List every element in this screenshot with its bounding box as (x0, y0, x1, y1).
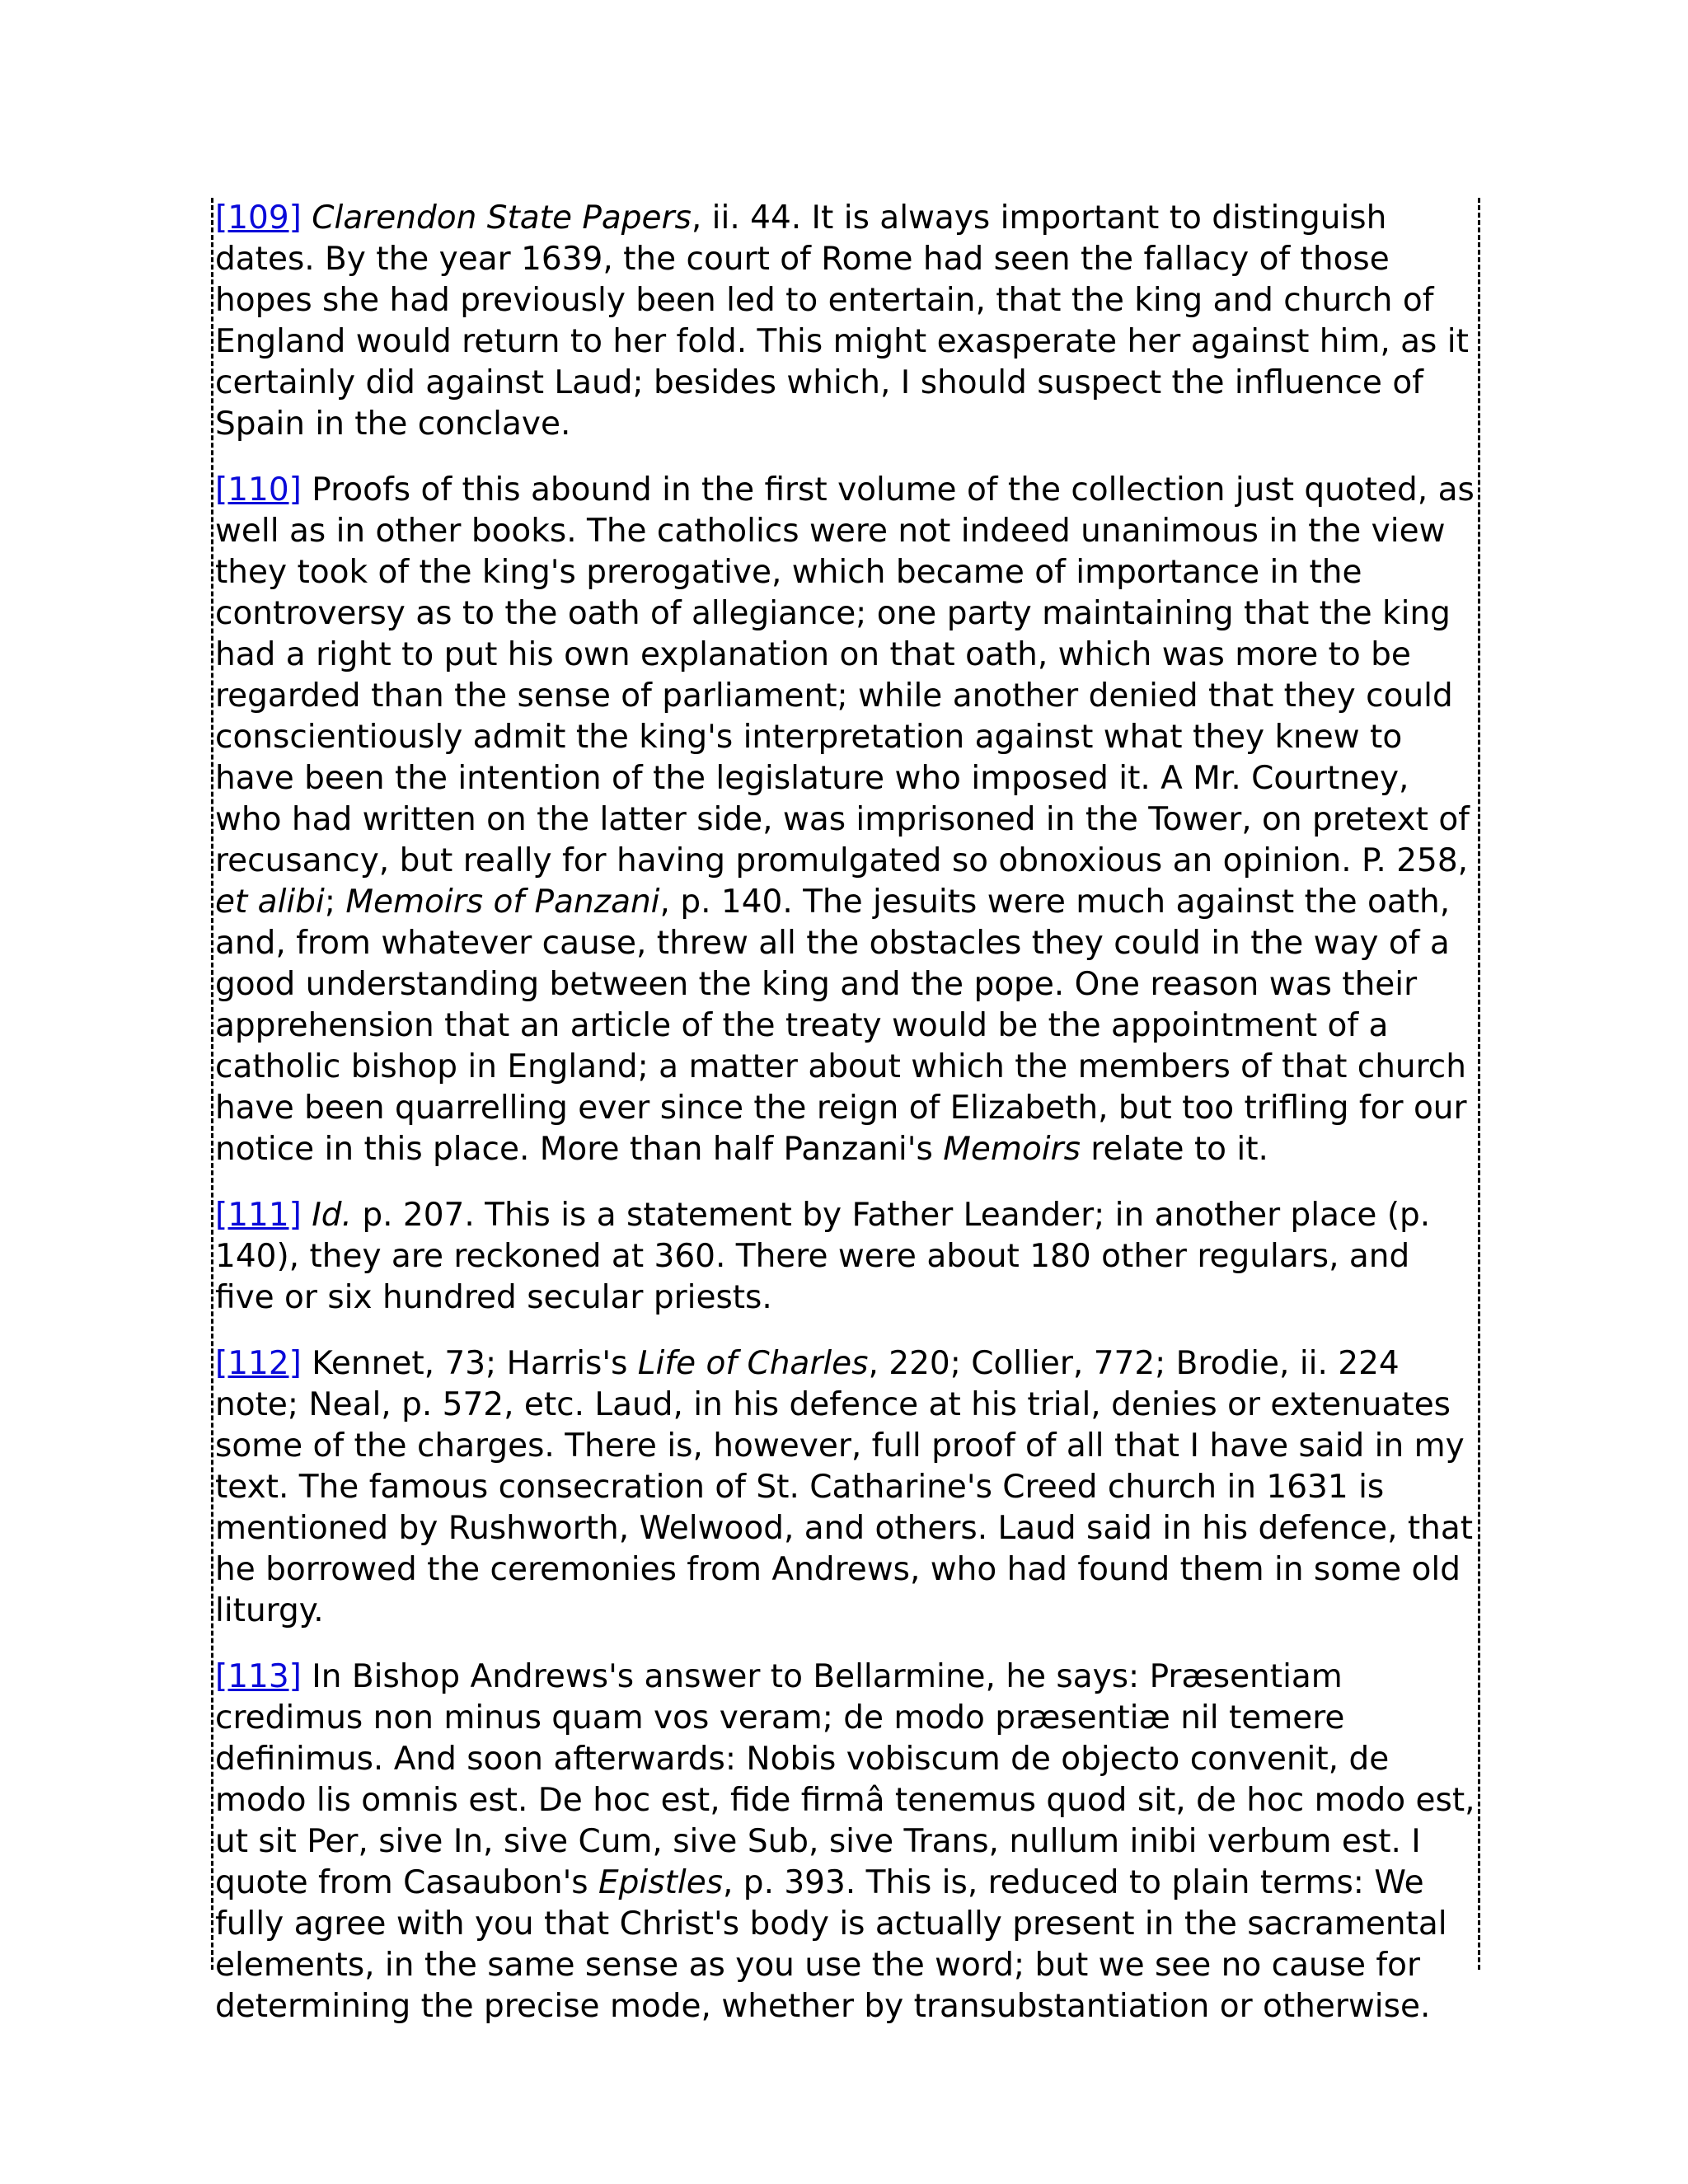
footnote-text: , 220; Collier, 772; Brodie, ii. 224 note; Neal, p. 572, etc. Laud, in his defence at his trial, denies or extenuates some of the charges. There is, however, full proof of all that I have said in my text. The famous consecration of St. Catharine's Creed church in 1631 is mentioned by Rushworth, Welwood, and others. Laud said in his defence, that he borrowed the ceremonies from Andrews, who had found them in some old liturgy. (215, 1345, 1474, 1629)
italic-citation: Id. (312, 1197, 352, 1234)
footnote-110 (215, 470, 1476, 1170)
footnote-text: p. 207. This is a statement by Father Leander; in another place (p. 140), they are reckoned at 360. There were about 180 other regulars, and five or six hundred secular priests. (215, 1197, 1431, 1316)
footnote-113 (215, 1657, 1476, 2027)
footnote-109 (215, 198, 1476, 445)
italic-citation: Memoirs (943, 1131, 1081, 1168)
footnote-text: Proofs of this abound in the first volume of the collection just quoted, as well as in other books. The catholics were not indeed unanimous in the view they took of the king's prerogative, which became of importance in the controversy as to the oath of allegiance; one party maintaining that the king had a right to put his own explanation on that oath, which was more to be regarded than the sense of parliament; while another denied that they could conscientiously admit the king's interpretation against what they knew to have been the intention of the legislature who imposed it. A Mr. Courtney, who had written on the latter side, was imprisoned in the Tower, on pretext of recusancy, but really for having promulgated so obnoxious an opinion. P. 258, (215, 471, 1475, 879)
footnote-text: ; (324, 883, 346, 921)
footnote-111 (215, 1195, 1476, 1319)
footnote-112 (215, 1343, 1476, 1632)
italic-citation: Life of Charles (637, 1345, 869, 1382)
italic-citation: Memoirs of Panzani (345, 883, 660, 921)
footnote-anchor-link[interactable]: [109] (215, 199, 302, 237)
footnote-anchor-link[interactable]: [112] (215, 1345, 302, 1382)
footnote-text: , ii. 44. It is always important to distinguish dates. By the year 1639, the court of Rome had seen the fallacy of those hopes she had previously been led to entertain, that the king and church of England would return to her fold. This might exasperate her against him, as it certainly did against Laud; besides which, I should suspect the influence of Spain in the conclave. (215, 199, 1469, 443)
footnote-text: relate to it. (1080, 1131, 1268, 1168)
footnote-text: , p. 140. The jesuits were much against the oath, and, from whatever cause, threw all the obstacles they could in the way of a good understanding between the king and the pope. One reason was their apprehension that an article of the treaty would be the appointment of a catholic bishop in England; a matter about which the members of that church have been quarrelling ever since the reign of Elizabeth, but too trifling for our notice in this place. More than half Panzani's (215, 883, 1467, 1168)
footnote-anchor-link[interactable]: [111] (215, 1197, 302, 1234)
italic-citation: Epistles (598, 1864, 724, 1901)
footnote-text: In Bishop Andrews's answer to Bellarmine, he says: Præsentiam credimus non minus quam vos veram; de modo præsentiæ nil temere definimus. And soon afterwards: Nobis vobiscum de objecto convenit, de modo lis omnis est. De hoc est, fide firmâ tenemus quod sit, de hoc modo est, ut sit Per, sive In, sive Cum, sive Sub, sive Trans, nullum inibi verbum est. I quote from Casaubon's (215, 1658, 1475, 1901)
italic-citation: et alibi (215, 883, 325, 921)
footnote-anchor-link[interactable]: [113] (215, 1658, 302, 1695)
footnote-anchor-link[interactable]: [110] (215, 471, 302, 509)
footnotes-container (213, 198, 1478, 2027)
footnote-text: , p. 393. This is, reduced to plain terms: We fully agree with you that Christ's body is actually present in the sacramental elements, in the same sense as you use the word; but we see no cause for determining the precise mode, whether by transubstantiation or otherwise. (215, 1864, 1447, 2025)
page-frame (211, 198, 1480, 2025)
footnote-text: Kennet, 73; Harris's (312, 1345, 638, 1382)
italic-citation: Clarendon State Papers (312, 199, 692, 237)
